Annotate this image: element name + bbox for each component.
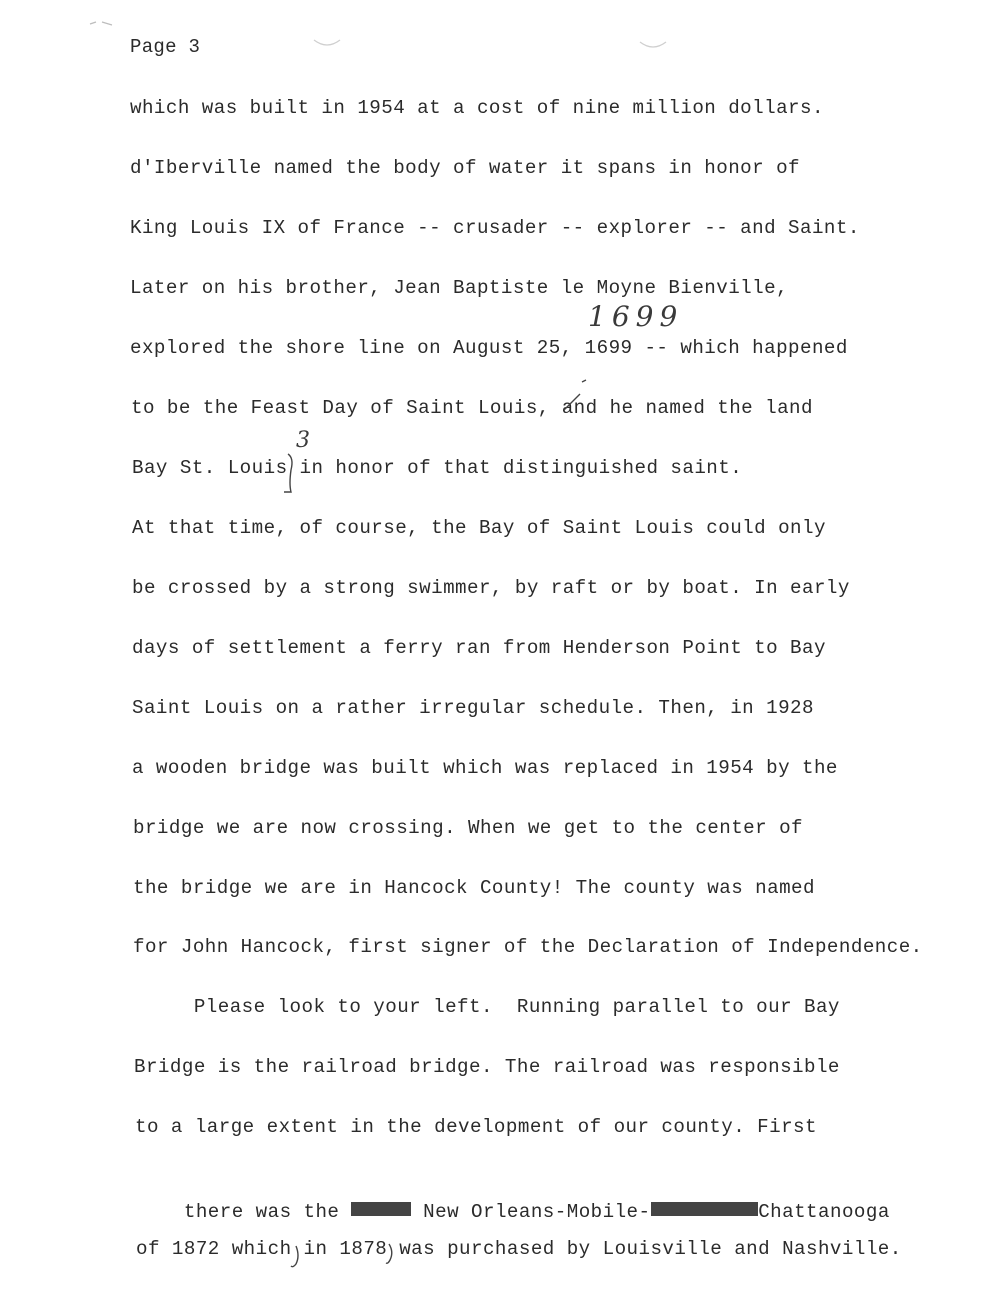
text-line: which was built in 1954 at a cost of nine million dollars. (130, 97, 824, 119)
text-line: Please look to your left. Running parallel to our Bay (134, 996, 840, 1018)
text-line-with-strikeouts (136, 1179, 890, 1245)
handwritten-comma-mark (288, 1242, 302, 1270)
text-line: be crossed by a strong swimmer, by raft or by boat. In early (132, 577, 850, 599)
text-line: for John Hancock, first signer of the Declaration of Independence. (133, 936, 923, 958)
text-line: Bay St. Louis in honor of that distinguished saint. (132, 457, 743, 479)
text-line: days of settlement a ferry ran from Henderson Point to Bay (132, 637, 826, 659)
page-label: Page 3 (130, 36, 201, 58)
punch-hole-mark-left (312, 36, 342, 50)
text-line: the bridge we are in Hancock County! The county was named (133, 877, 815, 899)
handwritten-comma-insert (560, 378, 590, 414)
text-segment: there was the (183, 1201, 352, 1223)
text-line: Saint Louis on a rather irregular schedule. Then, in 1928 (132, 697, 814, 719)
text-line: to be the Feast Day of Saint Louis, and he named the land (131, 397, 813, 419)
handwritten-bracket (282, 452, 302, 496)
handwritten-footnote-mark: 3 (296, 428, 310, 453)
text-line: King Louis IX of France -- crusader -- explorer -- and Saint. (130, 217, 860, 239)
text-line: Later on his brother, Jean Baptiste le Moyne Bienville, (130, 277, 789, 299)
text-line: explored the shore line on August 25, 1699 -- which happened (130, 337, 848, 359)
struck-out-text (351, 1202, 411, 1216)
text-segment: Chattanooga (758, 1201, 890, 1223)
text-line: of 1872 which in 1878 was purchased by Louisville and Nashville. (136, 1238, 902, 1260)
text-segment: New Orleans-Mobile- (411, 1201, 651, 1223)
struck-out-text (651, 1202, 759, 1216)
text-line: a wooden bridge was built which was replaced in 1954 by the (132, 757, 838, 779)
handwritten-comma-mark (383, 1240, 397, 1268)
punch-hole-mark-right (638, 38, 668, 52)
text-line: bridge we are now crossing. When we get to the center of (133, 817, 804, 839)
handwritten-year-correction: 1699 (588, 300, 684, 333)
text-line: Bridge is the railroad bridge. The railroad was responsible (134, 1056, 840, 1078)
corner-scribble (88, 16, 114, 30)
text-line: to a large extent in the development of our county. First (135, 1116, 817, 1138)
text-line: d'Iberville named the body of water it spans in honor of (130, 157, 801, 179)
text-line: At that time, of course, the Bay of Saint Louis could only (132, 517, 826, 539)
